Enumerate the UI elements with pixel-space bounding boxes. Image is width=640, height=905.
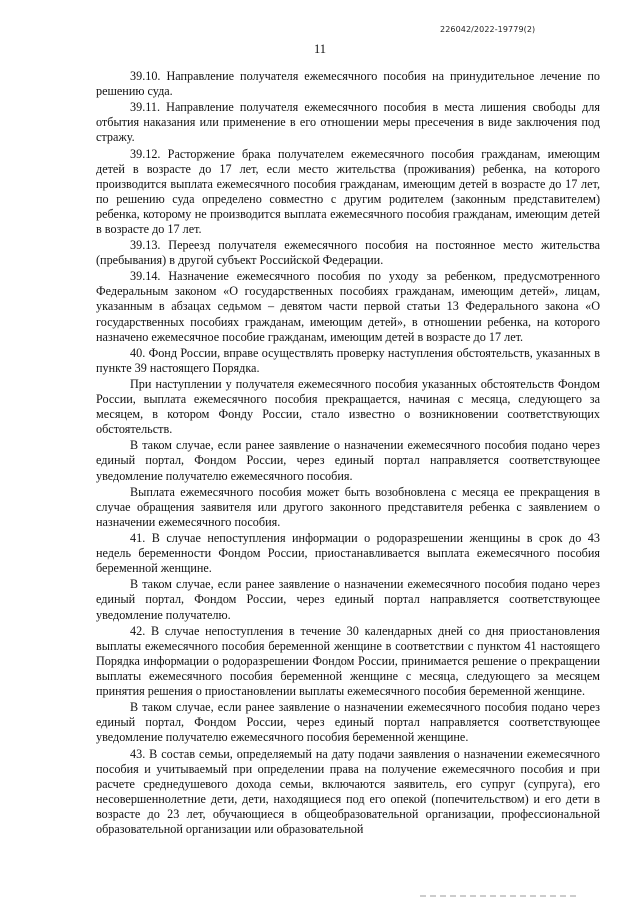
paragraph-40-termination: При наступлении у получателя ежемесячного пособия указанных обстоятельств Фондом России, выплата ежемесячного пособия прекращается, начиная с месяца, следующего за месяцем, в котором Фонду России, стало известно о возникновении соответствующих обстоятельств.	[96, 377, 600, 437]
paragraph-40-notification: В таком случае, если ранее заявление о назначении ежемесячного пособия подано через единый портал, Фондом России, через единый портал направляется соответствующее уведомление получателю ежемесячного пособия.	[96, 438, 600, 483]
document-body	[96, 69, 600, 838]
paragraph-41-notification: В таком случае, если ранее заявление о назначении ежемесячного пособия подано через единый портал, Фондом России, через единый портал направляется соответствующее уведомление получателю.	[96, 577, 600, 622]
paragraph-40-resumption: Выплата ежемесячного пособия может быть возобновлена с месяца ее прекращения в случае обращения заявителя или другого законного представителя ребенка с заявлением о назначении ежемесячного пособия.	[96, 484, 600, 529]
paragraph-43: 43. В состав семьи, определяемый на дату подачи заявления о назначении ежемесячного пособия и учитываемый при определении права на получение ежемесячного пособия и при расчете среднедушевого дохода семьи, включаются заявитель, его супруг (супруга), его несовершеннолетние дети, дети, находящиеся под его опекой (попечительством) и его дети в возрасте до 23 лет, обучающиеся в общеобразовательной организации, профессиональной образовательной организации или образовательной	[96, 746, 600, 836]
paragraph-41: 41. В случае непоступления информации о родоразрешении женщины в срок до 43 недель беременности Фондом России, приостанавливается выплата ежемесячного пособия беременной женщине.	[96, 531, 600, 576]
paragraph-39-10: 39.10. Направление получателя ежемесячного пособия на принудительное лечение по решению суда.	[96, 69, 600, 99]
document-id: 226042/2022-19779(2)	[440, 25, 536, 34]
paragraph-39-12: 39.12. Расторжение брака получателем ежемесячного пособия гражданам, имеющим детей в возрасте до 17 лет, если место жительства (проживания) ребенка, на которого производится выплата ежемесячного пособия гражданам, имеющим детей в возрасте до 17 лет, по решению суда определено совместно с другим родителем (законным представителем) ребенка, которому не производится выплата ежемесячного пособия гражданам, имеющим детей в возрасте до 17 лет.	[96, 146, 600, 236]
paragraph-42-notification: В таком случае, если ранее заявление о назначении ежемесячного пособия подано через единый портал, Фондом России, через единый портал направляется соответствующее уведомление получателю ежемесячного пособия беременной женщине.	[96, 700, 600, 745]
paragraph-42: 42. В случае непоступления в течение 30 календарных дней со дня приостановления выплаты ежемесячного пособия беременной женщине в соответствии с пунктом 41 настоящего Порядка информации о родоразрешении Фондом России, принимается решение о прекращении выплаты ежемесячного пособия беременной женщине с месяца, следующего за месяцем принятия решения о приостановлении выплаты ежемесячного пособия беременной женщине.	[96, 623, 600, 698]
paragraph-39-14: 39.14. Назначение ежемесячного пособия по уходу за ребенком, предусмотренного Федеральным законом «О государственных пособиях гражданам, имеющим детей», лицам, указанным в абзацах седьмом – девятом части первой статьи 13 Федерального закона «О государственных пособиях гражданам, имеющим детей», в отношении ребенка, на которого назначено ежемесячное пособие гражданам, имеющим детей в возрасте до 17 лет.	[96, 269, 600, 344]
paragraph-39-13: 39.13. Переезд получателя ежемесячного пособия на постоянное место жительства (пребывания) в другой субъект Российской Федерации.	[96, 238, 600, 268]
scan-artifact	[420, 895, 580, 897]
page-number: 11	[313, 42, 327, 56]
paragraph-39-11: 39.11. Направление получателя ежемесячного пособия в места лишения свободы для отбытия наказания или применение в его отношении меры пресечения в виде заключения под стражу.	[96, 100, 600, 145]
paragraph-40: 40. Фонд России, вправе осуществлять проверку наступления обстоятельств, указанных в пункте 39 настоящего Порядка.	[96, 345, 600, 375]
